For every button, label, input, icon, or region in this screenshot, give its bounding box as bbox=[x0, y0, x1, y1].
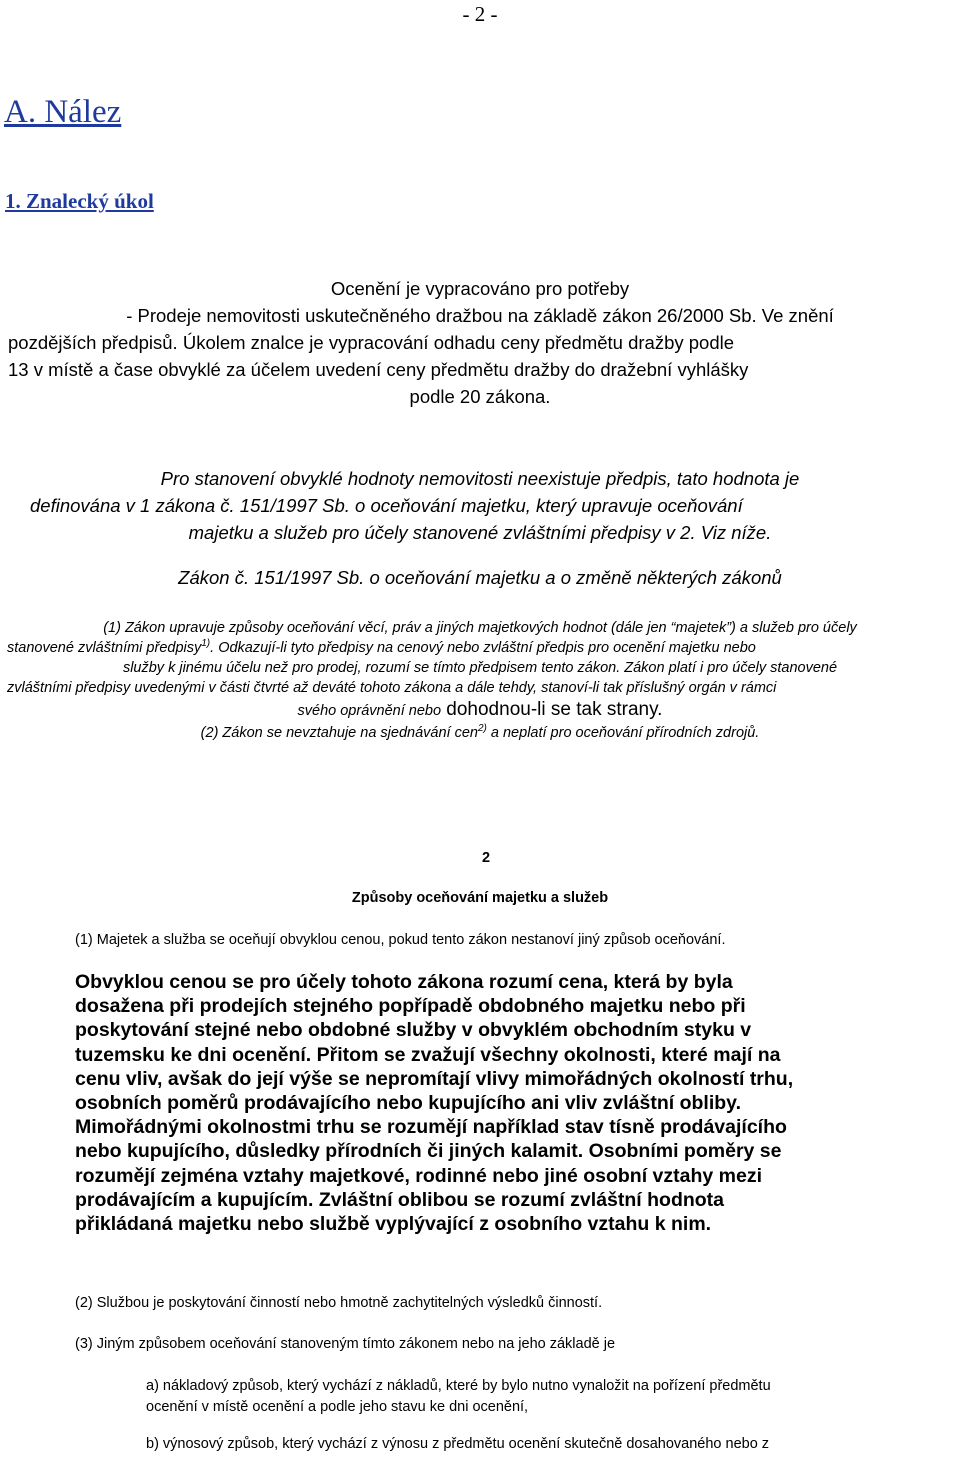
bold-line: dosažena při prodejích stejného popřípadě obdobného majetku nebo při bbox=[75, 995, 746, 1018]
subsection-title: 1. Znalecký úkol bbox=[5, 189, 154, 213]
bold-line: osobních poměrů prodávajícího nebo kupujícího ani vliv zvláštní obliby. bbox=[75, 1092, 741, 1115]
bold-line: prodávajícím a kupujícím. Zvláštní oblibou se rozumí zvláštní hodnota bbox=[75, 1188, 725, 1211]
italic-note-line: definována v 1 zákona č. 151/1997 Sb. o oceňování majetku, který upravuje oceňování bbox=[30, 495, 743, 516]
section-2-p2: (2) Službou je poskytování činností nebo hmotně zachytitelných výsledků činností. bbox=[75, 1295, 603, 1311]
intro-paragraph bbox=[0, 275, 960, 410]
italic-note-line: Pro stanovení obvyklé hodnoty nemovitosti neexistuje předpis, tato hodnota je bbox=[160, 468, 800, 489]
law-line-part: (2) Zákon se nevztahuje na sjednávání cen bbox=[200, 725, 478, 741]
law-line-part: dohodnou-li se tak strany. bbox=[441, 699, 663, 720]
bold-line: přikládaná majetku nebo službě vyplývající z osobního vztahu k nim. bbox=[75, 1213, 712, 1236]
law-line: (1) Zákon upravuje způsoby oceňování věcí, práv a jiných majetkových hodnot (dále jen “majetek”) a služeb pro účely bbox=[103, 620, 857, 636]
italic-note bbox=[0, 465, 960, 546]
section-2-bold-block bbox=[75, 970, 793, 1236]
intro-line: podle 20 zákona. bbox=[409, 386, 551, 407]
law-line: služby k jinému účelu než pro prodej, rozumí se tímto předpisem tento zákon. Zákon platí i pro účely stanovené bbox=[122, 660, 838, 676]
bold-line: rozumějí zejména vztahy majetkové, rodinné nebo jiné osobní vztahy mezi bbox=[75, 1164, 763, 1187]
bold-line: Mimořádnými okolnostmi trhu se rozumějí například stav tísně prodávajícího bbox=[75, 1116, 787, 1139]
item-a-line: a) nákladový způsob, který vychází z nákladů, které by bylo nutno vynaložit na pořízení předmětu bbox=[146, 1378, 771, 1394]
law-line: zvláštními předpisy uvedenými v části čtvrté až deváté tohoto zákona a dále tehdy, stanoví-li tak příslušný orgán v rámci bbox=[7, 680, 777, 696]
section-2-p1: (1) Majetek a služba se oceňují obvyklou cenou, pokud tento zákon nestanoví jiný způsob oceňování. bbox=[75, 932, 726, 948]
law-paragraph-1 bbox=[0, 618, 960, 743]
section-title: A. Nález bbox=[4, 94, 122, 130]
bold-line: nebo kupujícího, důsledky přírodních či jiných kalamit. Osobními poměry se bbox=[75, 1140, 782, 1163]
section-2-item-a bbox=[146, 1376, 771, 1418]
bold-line: Obvyklou cenou se pro účely tohoto zákona rozumí cena, která by byla bbox=[75, 971, 733, 993]
intro-line: pozdějších předpisů. Úkolem znalce je vypracování odhadu ceny předmětu dražby podle bbox=[8, 332, 735, 353]
bold-line: cenu vliv, avšak do její výše se nepromítají vlivy mimořádných okolností trhu, bbox=[75, 1067, 794, 1090]
law-line-part: stanovené zvláštními předpisy bbox=[7, 640, 202, 656]
footnote-ref: 1) bbox=[201, 638, 211, 650]
intro-line: - Prodeje nemovitosti uskutečněného dražbou na základě zákon 26/2000 Sb. Ve znění bbox=[126, 305, 834, 326]
italic-note-line: majetku a služeb pro účely stanovené zvláštními předpisy v 2. Viz níže. bbox=[188, 522, 772, 543]
intro-line: Ocenění je vypracováno pro potřeby bbox=[330, 278, 630, 299]
footnote-ref: 2) bbox=[477, 723, 487, 735]
law-line bbox=[0, 638, 960, 658]
law-line-part: svého oprávnění nebo bbox=[297, 703, 442, 719]
intro-line: 13 v místě a čase obvyklé za účelem uvedení ceny předmětu dražby do dražební vyhlášky bbox=[8, 359, 749, 380]
law-line bbox=[0, 700, 960, 721]
page-number: - 2 - bbox=[462, 2, 498, 26]
item-a-line: ocenění v místě ocenění a podle jeho stavu ke dni ocenění, bbox=[146, 1399, 529, 1415]
bold-line: tuzemsku ke dni ocenění. Přitom se zvažují všechny okolnosti, které mají na bbox=[75, 1043, 781, 1066]
section-2-item-b: b) výnosový způsob, který vychází z výnosu z předmětu ocenění skutečně dosahovaného nebo z bbox=[146, 1436, 770, 1452]
bold-line: poskytování stejné nebo obdobné služby v obvyklém obchodním styku v bbox=[75, 1019, 752, 1042]
section-2-number: 2 bbox=[482, 850, 491, 866]
section-2-title: Způsoby oceňování majetku a služeb bbox=[351, 890, 609, 906]
law-title: Zákon č. 151/1997 Sb. o oceňování majetku a o změně některých zákonů bbox=[178, 567, 782, 588]
law-line-part: . Odkazují-li tyto předpisy na cenový nebo zvláštní předpis pro ocenění majetku nebo bbox=[210, 640, 756, 656]
law-line bbox=[0, 723, 960, 743]
section-2-p3: (3) Jiným způsobem oceňování stanoveným tímto zákonem nebo na jeho základě je bbox=[75, 1336, 616, 1352]
law-line-part: a neplatí pro oceňování přírodních zdrojů. bbox=[486, 725, 760, 741]
